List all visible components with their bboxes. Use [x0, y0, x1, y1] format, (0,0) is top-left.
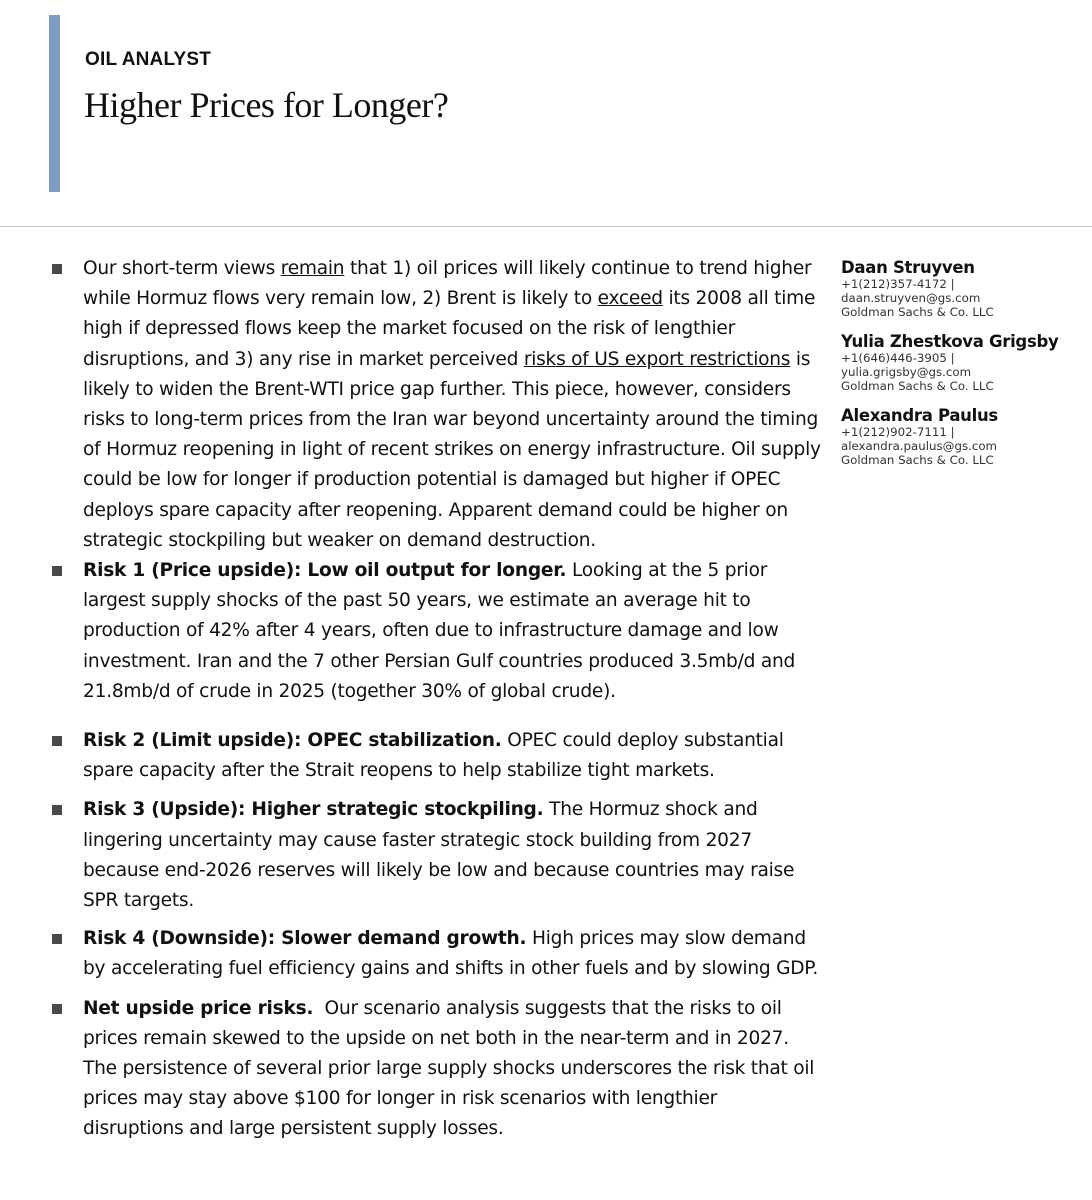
bullet-lead: Risk 3 (Upside): Higher strategic stockpiling.	[83, 799, 544, 821]
bullet-intro	[52, 254, 822, 556]
square-bullet-icon	[52, 264, 62, 274]
report-kicker: OIL ANALYST	[85, 49, 212, 70]
author-firm: Goldman Sachs & Co. LLC	[841, 453, 994, 467]
author-phone: +1(646)446-3905 |	[841, 351, 955, 365]
text-segment: that 1) oil prices will likely continue to trend higher while Hormuz flows very remain low, 2) Brent is likely to	[83, 258, 812, 310]
author-name: Daan Struyven	[841, 258, 975, 277]
text-segment: Our short-term views	[83, 258, 281, 279]
author-card	[841, 258, 1086, 319]
square-bullet-icon	[52, 736, 62, 746]
bullet-risk-4	[52, 924, 822, 984]
bullet-risk-3	[52, 795, 822, 916]
square-bullet-icon	[52, 1004, 62, 1014]
text-segment: its 2008 all time high if depressed flows keep the market focused on the risk of lengthier disruptions, and 3) any rise in market perceived	[83, 288, 816, 370]
author-card	[841, 406, 1086, 467]
bullet-text	[83, 254, 822, 556]
bullet-body: Looking at the 5 prior largest supply shocks of the past 50 years, we estimate an average hit to production of 42% after 4 years, often due to infrastructure damage and low investment. Iran and the 7 other Persian Gulf countries produced 3.5mb/d and 21.8mb/d of crude in 2025 (together 30% of global crude).	[83, 560, 796, 702]
bullet-body: OPEC could deploy substantial spare capacity after the Strait reopens to help stabilize tight markets.	[83, 730, 784, 782]
square-bullet-icon	[52, 934, 62, 944]
bullet-lead: Risk 2 (Limit upside): OPEC stabilization.	[83, 730, 502, 752]
bullet-lead: Risk 4 (Downside): Slower demand growth.	[83, 928, 527, 950]
author-name: Alexandra Paulus	[841, 406, 998, 425]
bullet-body: Our scenario analysis suggests that the risks to oil prices remain skewed to the upside on net both in the near-term and in 2027. The persistence of several prior large supply shocks underscores the risk that oil prices may stay above $100 for longer in risk scenarios with lengthier disruptions and large persistent supply losses.	[83, 997, 820, 1140]
bullet-text	[83, 556, 822, 707]
author-phone: +1(212)902-7111 |	[841, 425, 955, 439]
bullet-net-upside	[52, 994, 822, 1145]
header-divider	[0, 226, 1092, 227]
author-card	[841, 332, 1086, 393]
author-sidebar	[841, 258, 1086, 480]
author-email[interactable]: daan.struyven@gs.com	[841, 291, 981, 305]
bullet-text	[83, 726, 822, 786]
text-segment: is likely to widen the Brent-WTI price gap further. This piece, however, considers risks to long-term prices from the Iran war beyond uncertainty around the timing of Hormuz reopening in light of recent strikes on energy infrastructure. Oil supply could be low for longer if production potential is damaged but higher if OPEC deploys spare capacity after reopening. Apparent demand could be higher on strategic stockpiling but weaker on demand destruction.	[83, 348, 821, 551]
square-bullet-icon	[52, 566, 62, 576]
bullet-lead: Net upside price risks.	[83, 997, 314, 1019]
remain-link[interactable]: remain	[280, 258, 345, 279]
bullet-risk-2	[52, 726, 822, 786]
bullet-risk-1	[52, 556, 822, 707]
bullet-text	[83, 795, 822, 916]
bullet-body: The Hormuz shock and lingering uncertainty may cause faster strategic stock building from 2027 because end-2026 reserves will likely be low and because countries may raise SPR targets.	[83, 799, 795, 912]
report-title: Higher Prices for Longer?	[84, 85, 449, 125]
bullet-text	[83, 924, 822, 984]
bullet-text	[83, 994, 822, 1145]
square-bullet-icon	[52, 805, 62, 815]
bullet-lead: Risk 1 (Price upside): Low oil output for longer.	[83, 560, 567, 582]
header-accent-bar	[49, 15, 60, 192]
exceed-link[interactable]: exceed	[597, 288, 663, 310]
author-name: Yulia Zhestkova Grigsby	[841, 332, 1059, 351]
summary-bullet-list	[52, 254, 822, 1145]
author-firm: Goldman Sachs & Co. LLC	[841, 305, 994, 319]
export-restrictions-link[interactable]: risks of US export restrictions	[523, 348, 791, 370]
author-firm: Goldman Sachs & Co. LLC	[841, 379, 994, 393]
author-email[interactable]: yulia.grigsby@gs.com	[841, 365, 972, 379]
bullet-body: High prices may slow demand by accelerating fuel efficiency gains and shifts in other fuels and by slowing GDP.	[83, 928, 819, 980]
author-phone: +1(212)357-4172 |	[841, 277, 955, 291]
author-email[interactable]: alexandra.paulus@gs.com	[841, 439, 998, 453]
